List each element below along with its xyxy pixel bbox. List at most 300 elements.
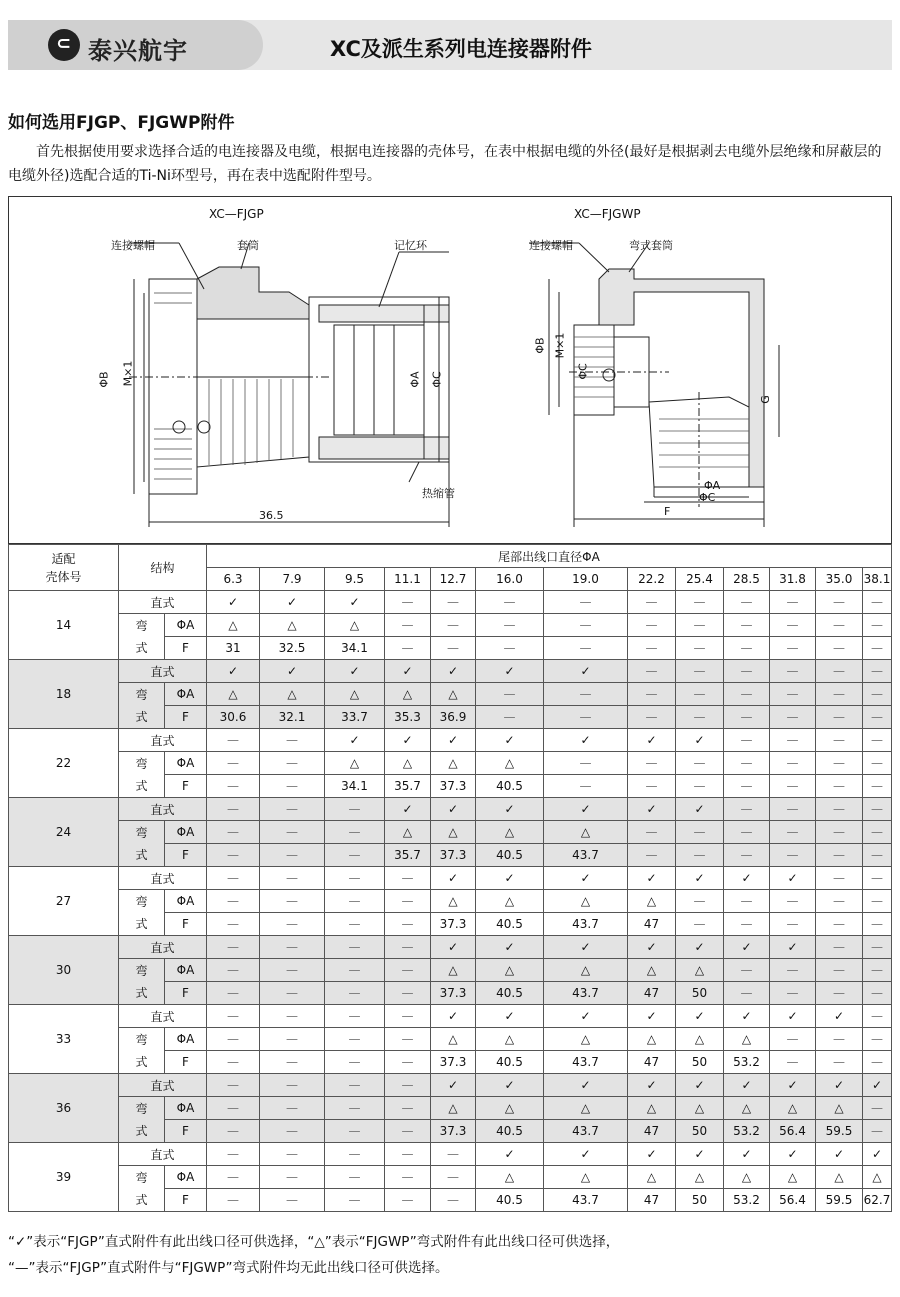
straight-cell: — — [207, 1005, 260, 1028]
phia-cell: — — [385, 959, 431, 982]
straight-cell: — — [325, 936, 385, 959]
phia-cell: — — [724, 959, 770, 982]
straight-cell: ✓ — [724, 936, 770, 959]
phia-cell: — — [260, 752, 325, 775]
shell-number: 24 — [9, 798, 119, 867]
f-cell: 43.7 — [544, 1051, 628, 1074]
straight-cell: ✓ — [676, 936, 724, 959]
f-cell: 37.3 — [431, 775, 476, 798]
f-cell: — — [325, 913, 385, 936]
f-cell: 35.7 — [385, 844, 431, 867]
f-cell: 56.4 — [770, 1120, 816, 1143]
phia-cell: △ — [325, 614, 385, 637]
phia-cell: — — [770, 752, 816, 775]
straight-cell: ✓ — [544, 867, 628, 890]
phia-cell: — — [325, 1166, 385, 1189]
f-cell: — — [325, 844, 385, 867]
straight-cell: ✓ — [325, 729, 385, 752]
f-cell: — — [260, 775, 325, 798]
straight-cell: — — [724, 660, 770, 683]
phia-cell: — — [676, 683, 724, 706]
f-cell: — — [676, 844, 724, 867]
straight-cell: — — [770, 660, 816, 683]
straight-cell: — — [863, 1005, 892, 1028]
section-title: 如何选用FJGP、FJGWP附件 — [8, 113, 235, 133]
f-cell: — — [770, 637, 816, 660]
label-length: 36.5 — [259, 509, 284, 522]
phia-cell: △ — [385, 752, 431, 775]
diameter-header: 38.1 — [863, 568, 892, 591]
straight-cell: — — [260, 867, 325, 890]
straight-cell: ✓ — [325, 660, 385, 683]
diameter-header: 28.5 — [724, 568, 770, 591]
straight-cell: ✓ — [431, 1005, 476, 1028]
phia-cell: — — [385, 614, 431, 637]
straight-cell: ✓ — [676, 1143, 724, 1166]
phia-cell: — — [628, 683, 676, 706]
spec-table — [8, 544, 892, 1212]
label-sleeve-right: 弯式套筒 — [629, 239, 673, 252]
phia-cell: △ — [863, 1166, 892, 1189]
phia-cell: △ — [476, 1166, 544, 1189]
phia-cell: — — [207, 890, 260, 913]
straight-cell: ✓ — [628, 798, 676, 821]
phia-cell: — — [724, 752, 770, 775]
f-cell: — — [724, 913, 770, 936]
phia-cell: — — [816, 890, 863, 913]
phia-label: ΦA — [165, 1097, 207, 1120]
straight-cell: — — [863, 591, 892, 614]
f-label: F — [165, 637, 207, 660]
bent-label: 弯 式 — [119, 821, 165, 867]
label-nut-left: 连接螺帽 — [111, 239, 155, 252]
f-label: F — [165, 844, 207, 867]
phia-cell: △ — [676, 1166, 724, 1189]
phia-label: ΦA — [165, 890, 207, 913]
phia-cell: — — [544, 752, 628, 775]
phia-cell: — — [628, 821, 676, 844]
straight-cell: ✓ — [628, 1143, 676, 1166]
phia-cell: — — [816, 1028, 863, 1051]
straight-label: 直式 — [119, 1143, 207, 1166]
straight-cell: ✓ — [816, 1005, 863, 1028]
straight-cell: ✓ — [476, 1143, 544, 1166]
f-cell: — — [260, 913, 325, 936]
straight-label: 直式 — [119, 660, 207, 683]
straight-label: 直式 — [119, 591, 207, 614]
label-tube: 热缩管 — [422, 487, 455, 500]
straight-cell: ✓ — [676, 1074, 724, 1097]
f-cell: — — [863, 844, 892, 867]
label-nut-right: 连接螺帽 — [529, 239, 573, 252]
straight-cell: — — [207, 1143, 260, 1166]
straight-cell: — — [260, 729, 325, 752]
straight-cell: ✓ — [770, 1074, 816, 1097]
f-cell: — — [724, 706, 770, 729]
phia-cell: — — [385, 1166, 431, 1189]
phia-cell: — — [544, 683, 628, 706]
straight-cell: — — [724, 798, 770, 821]
phia-cell: — — [385, 890, 431, 913]
straight-cell: ✓ — [431, 936, 476, 959]
f-cell: — — [628, 844, 676, 867]
label-phib-left: ΦB — [97, 371, 111, 388]
diameter-header: 25.4 — [676, 568, 724, 591]
phia-cell: △ — [544, 890, 628, 913]
straight-cell: — — [770, 798, 816, 821]
f-cell: — — [770, 982, 816, 1005]
f-label: F — [165, 1051, 207, 1074]
f-cell: — — [544, 637, 628, 660]
f-cell: 47 — [628, 982, 676, 1005]
phia-cell: — — [863, 890, 892, 913]
phia-cell: — — [325, 821, 385, 844]
phia-cell: △ — [207, 614, 260, 637]
phia-cell: — — [770, 821, 816, 844]
label-phic-right: ΦC — [699, 491, 716, 504]
straight-cell: ✓ — [676, 867, 724, 890]
phia-cell: — — [863, 1097, 892, 1120]
phia-cell: △ — [628, 1097, 676, 1120]
f-cell: — — [770, 913, 816, 936]
straight-cell: ✓ — [816, 1074, 863, 1097]
phia-cell: — — [863, 683, 892, 706]
straight-cell: — — [260, 1143, 325, 1166]
f-cell: — — [628, 706, 676, 729]
phia-cell: △ — [676, 1028, 724, 1051]
phia-cell: △ — [431, 1028, 476, 1051]
f-cell: — — [770, 1051, 816, 1074]
phia-cell: △ — [770, 1166, 816, 1189]
phia-cell: — — [676, 890, 724, 913]
label-phic-small: ΦC — [576, 363, 590, 380]
f-cell: — — [816, 844, 863, 867]
phia-cell: △ — [676, 1097, 724, 1120]
straight-cell: — — [770, 591, 816, 614]
f-cell: — — [325, 982, 385, 1005]
diameter-header: 12.7 — [431, 568, 476, 591]
phia-cell: — — [628, 752, 676, 775]
straight-cell: — — [816, 936, 863, 959]
table-row — [9, 1143, 892, 1166]
label-sleeve-left: 套筒 — [237, 239, 259, 252]
f-cell: 34.1 — [325, 775, 385, 798]
straight-cell: ✓ — [431, 1074, 476, 1097]
table-header-row — [9, 545, 892, 568]
phia-cell: — — [260, 959, 325, 982]
table-row — [9, 936, 892, 959]
f-cell: — — [385, 913, 431, 936]
phia-label: ΦA — [165, 752, 207, 775]
straight-cell: ✓ — [476, 867, 544, 890]
page-title: XC及派生系列电连接器附件 — [330, 37, 592, 61]
phia-cell: — — [207, 1097, 260, 1120]
straight-label: 直式 — [119, 1074, 207, 1097]
table-row — [9, 683, 892, 706]
straight-cell: ✓ — [724, 1143, 770, 1166]
straight-cell: ✓ — [431, 798, 476, 821]
straight-cell: ✓ — [544, 1143, 628, 1166]
f-cell: 43.7 — [544, 1189, 628, 1212]
straight-cell: — — [207, 1074, 260, 1097]
phia-label: ΦA — [165, 821, 207, 844]
f-cell: 36.9 — [431, 706, 476, 729]
straight-cell: ✓ — [628, 729, 676, 752]
phia-cell: △ — [724, 1028, 770, 1051]
straight-cell: — — [325, 1074, 385, 1097]
f-cell: — — [385, 1051, 431, 1074]
f-cell: — — [724, 775, 770, 798]
f-cell: 37.3 — [431, 913, 476, 936]
table-row — [9, 614, 892, 637]
phia-cell: — — [431, 1166, 476, 1189]
straight-cell: — — [385, 1005, 431, 1028]
f-cell: — — [676, 913, 724, 936]
f-cell: 50 — [676, 982, 724, 1005]
straight-cell: ✓ — [770, 1143, 816, 1166]
f-cell: — — [260, 1189, 325, 1212]
note-line-1: “✓”表示“FJGP”直式附件有此出线口径可供选择，“△”表示“FJGWP”弯式附件有此出线口径可供选择， — [8, 1234, 620, 1250]
phia-cell: △ — [676, 959, 724, 982]
notes — [8, 1229, 893, 1281]
table-row — [9, 1005, 892, 1028]
straight-label: 直式 — [119, 1005, 207, 1028]
straight-cell: — — [770, 729, 816, 752]
straight-cell: ✓ — [724, 1074, 770, 1097]
f-label: F — [165, 1189, 207, 1212]
diameter-header: 9.5 — [325, 568, 385, 591]
straight-label: 直式 — [119, 798, 207, 821]
straight-cell: — — [816, 867, 863, 890]
f-cell: 37.3 — [431, 982, 476, 1005]
f-cell: — — [385, 637, 431, 660]
phia-cell: — — [863, 614, 892, 637]
label-f: F — [664, 505, 671, 518]
phia-cell: △ — [431, 683, 476, 706]
f-cell: — — [476, 637, 544, 660]
table-row — [9, 959, 892, 982]
straight-cell: — — [325, 1005, 385, 1028]
company-name: 泰兴航宇 — [88, 37, 188, 65]
straight-label: 直式 — [119, 867, 207, 890]
f-cell: — — [863, 637, 892, 660]
f-label: F — [165, 982, 207, 1005]
phia-cell: △ — [476, 1097, 544, 1120]
phia-label: ΦA — [165, 959, 207, 982]
straight-cell: — — [724, 729, 770, 752]
straight-cell: ✓ — [325, 591, 385, 614]
f-cell: 30.6 — [207, 706, 260, 729]
phia-cell: — — [770, 959, 816, 982]
phia-label: ΦA — [165, 1166, 207, 1189]
straight-cell: ✓ — [628, 1005, 676, 1028]
table-row — [9, 729, 892, 752]
shell-number: 22 — [9, 729, 119, 798]
f-cell: — — [207, 1189, 260, 1212]
f-cell: — — [260, 844, 325, 867]
bent-label: 弯 式 — [119, 614, 165, 660]
f-cell: — — [770, 706, 816, 729]
straight-cell: — — [863, 936, 892, 959]
shell-number: 30 — [9, 936, 119, 1005]
f-cell: — — [724, 844, 770, 867]
table-row — [9, 1097, 892, 1120]
diameter-header: 35.0 — [816, 568, 863, 591]
f-cell: — — [676, 637, 724, 660]
table-row — [9, 821, 892, 844]
straight-cell: — — [260, 1074, 325, 1097]
straight-cell: ✓ — [431, 729, 476, 752]
label-m-left: M×1 — [121, 360, 135, 387]
straight-cell: ✓ — [476, 729, 544, 752]
f-cell: — — [431, 1189, 476, 1212]
phia-cell: △ — [476, 752, 544, 775]
phia-cell: — — [628, 614, 676, 637]
phia-cell: △ — [431, 821, 476, 844]
f-cell: — — [544, 775, 628, 798]
phia-cell: — — [260, 1166, 325, 1189]
phia-cell: △ — [724, 1097, 770, 1120]
straight-cell: — — [476, 591, 544, 614]
straight-cell: ✓ — [207, 660, 260, 683]
f-cell: — — [260, 1120, 325, 1143]
phia-cell: △ — [325, 752, 385, 775]
phia-cell: — — [385, 1028, 431, 1051]
label-m-right: M×1 — [553, 332, 567, 359]
f-cell: 40.5 — [476, 775, 544, 798]
f-cell: — — [628, 637, 676, 660]
table-row — [9, 1166, 892, 1189]
f-cell: 47 — [628, 1189, 676, 1212]
f-cell: 34.1 — [325, 637, 385, 660]
f-cell: — — [676, 775, 724, 798]
f-cell: 62.7 — [863, 1189, 892, 1212]
phia-cell: △ — [544, 821, 628, 844]
bent-label: 弯 式 — [119, 959, 165, 1005]
straight-cell: ✓ — [770, 867, 816, 890]
f-cell: 53.2 — [724, 1051, 770, 1074]
label-phib-right: ΦB — [533, 337, 547, 354]
straight-cell: — — [325, 798, 385, 821]
f-cell: — — [207, 1051, 260, 1074]
f-cell: 50 — [676, 1051, 724, 1074]
f-cell: — — [325, 1120, 385, 1143]
phia-cell: — — [816, 821, 863, 844]
phia-cell: — — [724, 614, 770, 637]
phia-cell: — — [816, 614, 863, 637]
phia-cell: △ — [724, 1166, 770, 1189]
label-ring: 记忆环 — [394, 239, 427, 252]
straight-cell: ✓ — [724, 867, 770, 890]
straight-cell: ✓ — [676, 729, 724, 752]
straight-cell: — — [207, 936, 260, 959]
f-cell: — — [628, 775, 676, 798]
diameter-header: 31.8 — [770, 568, 816, 591]
straight-cell: ✓ — [207, 591, 260, 614]
phia-cell: △ — [260, 614, 325, 637]
f-cell: 35.7 — [385, 775, 431, 798]
phia-cell: — — [863, 821, 892, 844]
f-cell: 32.5 — [260, 637, 325, 660]
phia-cell: △ — [628, 890, 676, 913]
f-cell: — — [863, 1051, 892, 1074]
bent-label: 弯 式 — [119, 752, 165, 798]
header-diameter: 尾部出线口直径ΦA — [207, 545, 892, 568]
f-cell: 37.3 — [431, 1120, 476, 1143]
bent-label: 弯 式 — [119, 1097, 165, 1143]
phia-cell: △ — [544, 1028, 628, 1051]
phia-cell: — — [207, 752, 260, 775]
f-cell: — — [207, 1120, 260, 1143]
phia-cell: — — [325, 1028, 385, 1051]
straight-cell: ✓ — [476, 1074, 544, 1097]
phia-cell: △ — [816, 1166, 863, 1189]
figure-title-fjgp: XC—FJGP — [209, 207, 264, 221]
straight-cell: ✓ — [628, 1074, 676, 1097]
table-row — [9, 867, 892, 890]
f-cell: — — [863, 982, 892, 1005]
f-cell: — — [770, 844, 816, 867]
f-cell: 43.7 — [544, 844, 628, 867]
phia-cell: — — [816, 752, 863, 775]
straight-cell: ✓ — [385, 798, 431, 821]
f-cell: — — [816, 637, 863, 660]
f-cell: 32.1 — [260, 706, 325, 729]
phia-cell: △ — [431, 752, 476, 775]
straight-cell: — — [863, 867, 892, 890]
phia-cell: △ — [628, 1166, 676, 1189]
f-cell: — — [207, 775, 260, 798]
phia-cell: — — [724, 683, 770, 706]
straight-cell: ✓ — [628, 867, 676, 890]
label-phia-left: ΦA — [408, 371, 422, 388]
f-cell: 50 — [676, 1120, 724, 1143]
straight-cell: ✓ — [431, 867, 476, 890]
f-cell: 40.5 — [476, 1120, 544, 1143]
straight-cell: ✓ — [863, 1143, 892, 1166]
f-cell: — — [385, 1189, 431, 1212]
table-row — [9, 1028, 892, 1051]
diameter-header: 11.1 — [385, 568, 431, 591]
straight-cell: ✓ — [770, 936, 816, 959]
f-cell: 40.5 — [476, 1051, 544, 1074]
phia-cell: △ — [207, 683, 260, 706]
straight-cell: ✓ — [676, 1005, 724, 1028]
phia-label: ΦA — [165, 1028, 207, 1051]
header-shell: 适配 壳体号 — [9, 545, 119, 591]
f-cell: — — [863, 913, 892, 936]
f-cell: 53.2 — [724, 1120, 770, 1143]
f-cell: — — [724, 637, 770, 660]
shell-number: 27 — [9, 867, 119, 936]
table-row — [9, 798, 892, 821]
straight-label: 直式 — [119, 936, 207, 959]
shell-number: 18 — [9, 660, 119, 729]
straight-cell: — — [207, 798, 260, 821]
phia-cell: △ — [385, 821, 431, 844]
phia-cell: △ — [476, 890, 544, 913]
phia-cell: △ — [544, 959, 628, 982]
phia-cell: — — [325, 1097, 385, 1120]
phia-cell: — — [207, 959, 260, 982]
f-cell: — — [431, 637, 476, 660]
phia-cell: — — [260, 1028, 325, 1051]
f-cell: — — [863, 706, 892, 729]
f-label: F — [165, 1120, 207, 1143]
f-cell: — — [385, 1120, 431, 1143]
phia-cell: △ — [385, 683, 431, 706]
f-label: F — [165, 706, 207, 729]
